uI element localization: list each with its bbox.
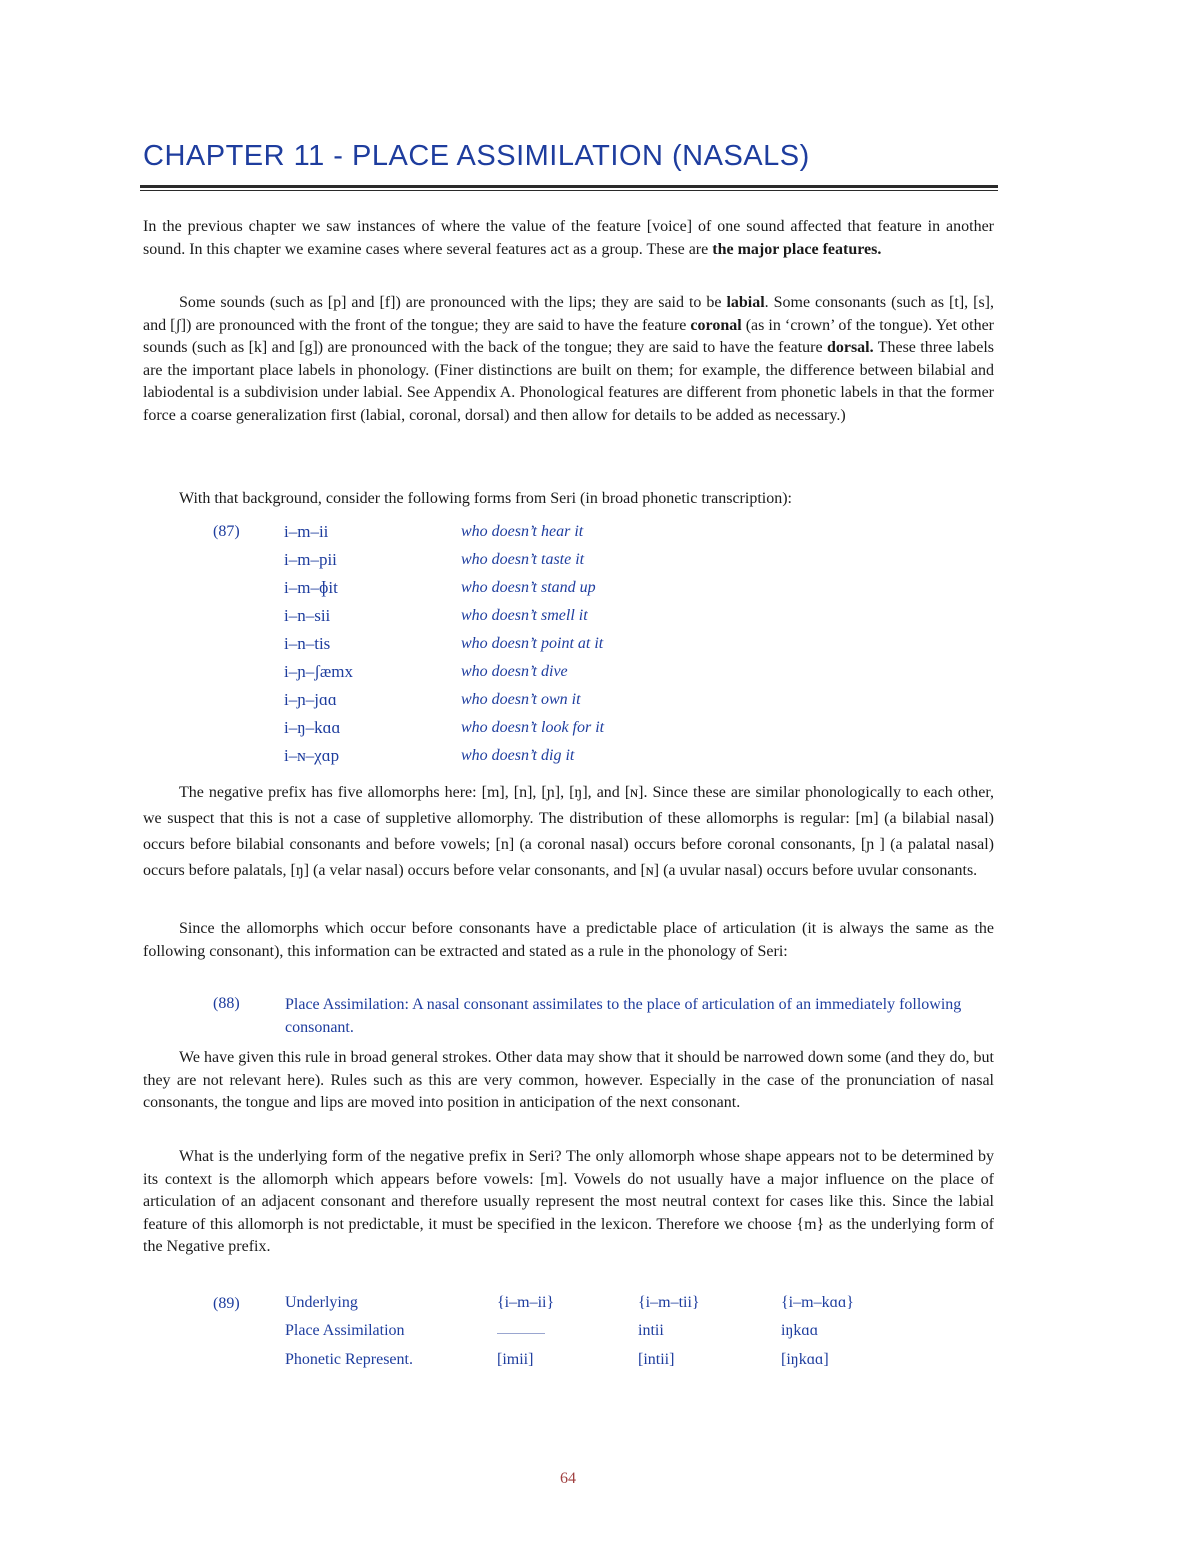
features-text-4: These three labels are the important place labels in phonology. (Finer distinctions are built on them; for example, the difference between bilabial and labiodental is a subdivision under labial. See Appendix A. Phonological features are different from phonetic labels in that the former force a coarse generalization first (labial, coronal, dorsal) and then allow for details to be added as necessary.) — [143, 339, 994, 424]
seri-form: i–n–sii — [284, 606, 331, 625]
example-87-row — [284, 578, 784, 606]
derivation-cell: {i–m–tii} — [638, 1294, 700, 1311]
broad-strokes-paragraph: We have given this rule in broad general strokes. Other data may show that it should be narrowed down some (and they do, but they are not relevant here). Rules such as this are very common, however. Especially in the case of the pronunciation of nasal consonants, the tongue and lips are moved into position in anticipation of the next consonant. — [143, 1049, 994, 1111]
features-paragraph — [143, 292, 994, 427]
dorsal-term: dorsal. — [826, 339, 874, 356]
no-change-dash — [497, 1333, 545, 1334]
example-88-number: (88) — [213, 995, 240, 1012]
intro-paragraph — [143, 216, 994, 261]
derivation-row — [285, 1294, 985, 1322]
features-text-2: . Some consonants (such as [t], [s], and [ʃ]) are pronounced with the front of the tongue; they are said to have the feature — [143, 294, 994, 334]
intro-bold: the major place features. — [712, 240, 882, 258]
seri-form: i–ɲ–ʃæmx — [284, 662, 353, 681]
features-text-1: Some sounds (such as [p] and [f]) are pronounced with the lips; they are said to be — [179, 294, 727, 311]
derivation-row — [285, 1351, 985, 1379]
example-87-row — [284, 634, 784, 662]
seri-form: i–m–ɸit — [284, 578, 338, 597]
intro-text: In the previous chapter we saw instances of where the value of the feature [voice] of one sound affected that feature in another sound. In this chapter we examine cases where several features act as a group. These are — [143, 218, 994, 258]
derivation-label: Underlying — [285, 1294, 358, 1311]
example-87-row — [284, 662, 784, 690]
gloss: who doesn’t point at it — [461, 635, 604, 652]
example-87-row — [284, 522, 784, 550]
seri-form: i–ŋ–kɑɑ — [284, 718, 341, 737]
gloss: who doesn’t dig it — [461, 747, 575, 764]
place-assimilation-rule: Place Assimilation: A nasal consonant assimilates to the place of articulation of an immediately following consonant. — [285, 996, 962, 1036]
example-87-row — [284, 718, 784, 746]
predictable-paragraph: Since the allomorphs which occur before consonants have a predictable place of articulation (it is always the same as the following consonant), this information can be extracted and stated as a rule in the phonology of Seri: — [143, 920, 994, 960]
derivation-cell: [intii] — [638, 1351, 675, 1368]
derivation-cell: [iŋkɑɑ] — [781, 1351, 829, 1368]
derivation-cell: intii — [638, 1322, 664, 1339]
labial-term: labial — [726, 294, 765, 311]
derivation-cell: {i–m–kɑɑ} — [781, 1294, 854, 1311]
gloss: who doesn’t taste it — [461, 551, 585, 568]
seri-form: i–n–tis — [284, 634, 331, 653]
derivation-label: Phonetic Represent. — [285, 1351, 413, 1368]
derivation-cell: {i–m–ii} — [497, 1294, 555, 1311]
gloss: who doesn’t own it — [461, 691, 581, 708]
gloss: who doesn’t hear it — [461, 523, 584, 540]
gloss: who doesn’t dive — [461, 663, 568, 680]
page-number: 64 — [560, 1470, 576, 1487]
gloss: who doesn’t stand up — [461, 579, 596, 596]
seri-form: i–ɴ–χɑp — [284, 746, 340, 765]
derivation-label: Place Assimilation — [285, 1322, 405, 1339]
title-rule-thick — [140, 185, 998, 188]
seri-form: i–ɲ–jɑɑ — [284, 690, 337, 709]
example-87-row — [284, 690, 784, 718]
chapter-title: CHAPTER 11 - PLACE ASSIMILATION (NASALS) — [143, 140, 810, 172]
example-87-row — [284, 550, 784, 578]
background-paragraph: With that background, consider the following forms from Seri (in broad phonetic transcription): — [179, 490, 792, 507]
title-rule-thin — [140, 190, 998, 191]
derivation-row — [285, 1322, 985, 1350]
underlying-form-paragraph: What is the underlying form of the negative prefix in Seri? The only allomorph whose shape appears not to be determined by its context is the allomorph which appears before vowels: [m]. Vowels do not usually have a major influence on the place of articulation of an adjacent consonant and therefore usually represent the most neutral context for cases like this. Since the labial feature of this allomorph is not predictable, it must be specified in the lexicon. Therefore we choose {m} as the underlying form of the Negative prefix. — [143, 1148, 994, 1255]
example-89-number: (89) — [213, 1295, 240, 1312]
gloss: who doesn’t smell it — [461, 607, 588, 624]
features-text-3: (as in ‘crown’ of the tongue). Yet other sounds (such as [k] and [g]) are pronounced with the back of the tongue; they are said to have the feature — [143, 316, 994, 356]
example-87-number: (87) — [213, 523, 240, 540]
gloss: who doesn’t look for it — [461, 719, 605, 736]
seri-form: i–m–ii — [284, 522, 329, 541]
example-87-row — [284, 746, 784, 774]
coronal-term: coronal — [690, 316, 742, 334]
derivation-cell: iŋkɑɑ — [781, 1322, 819, 1339]
example-87-row — [284, 606, 784, 634]
seri-form: i–m–pii — [284, 550, 337, 569]
derivation-cell: [imii] — [497, 1351, 534, 1368]
allomorphs-paragraph: The negative prefix has five allomorphs here: [m], [n], [ɲ], [ŋ], and [ɴ]. Since these are similar phonologically to each other, we suspect that this is not a case of suppletive allomorphy. The distribution of these allomorphs is regular: [m] (a bilabial nasal) occurs before bilabial consonants and before vowels; [n] (a coronal nasal) occurs before coronal consonants, [ɲ ] (a palatal nasal) occurs before palatals, [ŋ] (a velar nasal) occurs before velar consonants, and [ɴ] (a uvular nasal) occurs before uvular consonants. — [143, 784, 994, 879]
